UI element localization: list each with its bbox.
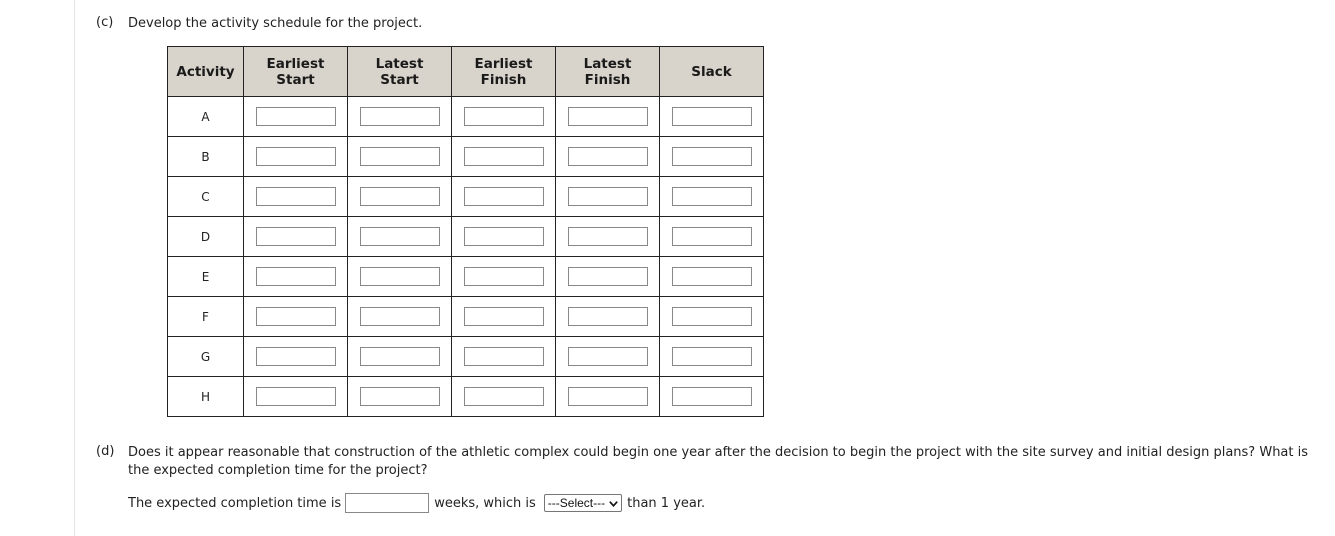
table-cell: [452, 257, 556, 297]
table-cell: [556, 217, 660, 257]
earliest-finish-input[interactable]: [464, 387, 544, 406]
table-row: [168, 217, 764, 257]
slack-input[interactable]: [672, 307, 752, 326]
earliest-start-input[interactable]: [256, 347, 336, 366]
table-cell: [556, 137, 660, 177]
table-cell: [452, 177, 556, 217]
table-cell: [244, 257, 348, 297]
table-cell: [452, 217, 556, 257]
table-cell: [452, 377, 556, 417]
table-cell: [660, 377, 764, 417]
table-cell: [452, 297, 556, 337]
table-body: [168, 97, 764, 417]
column-header-slack: Slack: [660, 47, 764, 97]
table-row: [168, 177, 764, 217]
earliest-start-input[interactable]: [256, 307, 336, 326]
part-d-prompt: Does it appear reasonable that construction of the athletic complex could begin one year after the decision to begin the project with the site survey and initial design plans? What is the expected completion time for the project?: [128, 445, 1309, 478]
latest-finish-input[interactable]: [568, 347, 648, 366]
activity-label: D: [168, 217, 244, 257]
table-cell: [660, 137, 764, 177]
column-header-activity: Activity: [168, 47, 244, 97]
part-d-label: (d): [96, 444, 115, 459]
answer-suffix: than 1 year.: [627, 495, 706, 511]
slack-input[interactable]: [672, 227, 752, 246]
latest-start-input[interactable]: [360, 187, 440, 206]
table-cell: [348, 297, 452, 337]
latest-finish-input[interactable]: [568, 307, 648, 326]
earliest-start-input[interactable]: [256, 227, 336, 246]
slack-input[interactable]: [672, 347, 752, 366]
table-cell: [244, 297, 348, 337]
activity-label: E: [168, 257, 244, 297]
latest-start-input[interactable]: [360, 307, 440, 326]
earliest-finish-input[interactable]: [464, 227, 544, 246]
table-cell: [244, 337, 348, 377]
table-cell: [452, 137, 556, 177]
table-cell: [556, 337, 660, 377]
table-cell: [244, 377, 348, 417]
answer-prefix: The expected completion time is: [128, 495, 342, 511]
activity-label: H: [168, 377, 244, 417]
table-cell: [556, 97, 660, 137]
table-cell: [556, 257, 660, 297]
activity-label: A: [168, 97, 244, 137]
table-cell: [660, 97, 764, 137]
earliest-start-input[interactable]: [256, 147, 336, 166]
part-c-prompt: Develop the activity schedule for the project.: [128, 16, 423, 31]
table-cell: [660, 297, 764, 337]
chevron-down-icon: [608, 498, 619, 509]
table-row: [168, 257, 764, 297]
table-row: [168, 297, 764, 337]
latest-start-input[interactable]: [360, 347, 440, 366]
column-header-earliest-start: Earliest Start: [244, 47, 348, 97]
comparison-select[interactable]: [544, 494, 622, 512]
latest-start-input[interactable]: [360, 107, 440, 126]
slack-input[interactable]: [672, 267, 752, 286]
activity-label: G: [168, 337, 244, 377]
table-header-row: [168, 47, 764, 97]
earliest-finish-input[interactable]: [464, 147, 544, 166]
table-row: [168, 337, 764, 377]
latest-finish-input[interactable]: [568, 147, 648, 166]
earliest-finish-input[interactable]: [464, 107, 544, 126]
earliest-start-input[interactable]: [256, 387, 336, 406]
table-row: [168, 377, 764, 417]
table-cell: [660, 337, 764, 377]
table-cell: [348, 177, 452, 217]
earliest-start-input[interactable]: [256, 267, 336, 286]
table-cell: [556, 297, 660, 337]
table-cell: [244, 97, 348, 137]
latest-start-input[interactable]: [360, 387, 440, 406]
slack-input[interactable]: [672, 107, 752, 126]
earliest-start-input[interactable]: [256, 107, 336, 126]
expected-completion-weeks-input[interactable]: [345, 493, 429, 513]
column-header-latest-start: Latest Start: [348, 47, 452, 97]
table-cell: [660, 257, 764, 297]
table-cell: [244, 137, 348, 177]
table-cell: [348, 257, 452, 297]
latest-start-input[interactable]: [360, 267, 440, 286]
column-header-latest-finish: Latest Finish: [556, 47, 660, 97]
table-cell: [556, 177, 660, 217]
activity-label: B: [168, 137, 244, 177]
earliest-start-input[interactable]: [256, 187, 336, 206]
completion-time-answer: [128, 493, 709, 513]
activity-label: F: [168, 297, 244, 337]
table-cell: [556, 377, 660, 417]
table-cell: [452, 97, 556, 137]
table-cell: [348, 337, 452, 377]
earliest-finish-input[interactable]: [464, 347, 544, 366]
column-header-earliest-finish: Earliest Finish: [452, 47, 556, 97]
earliest-finish-input[interactable]: [464, 187, 544, 206]
table-cell: [244, 217, 348, 257]
table-cell: [348, 217, 452, 257]
latest-finish-input[interactable]: [568, 387, 648, 406]
table-cell: [348, 377, 452, 417]
latest-start-input[interactable]: [360, 147, 440, 166]
comparison-select-value: ---Select---: [547, 496, 606, 510]
table-cell: [660, 217, 764, 257]
latest-finish-input[interactable]: [568, 187, 648, 206]
table-row: [168, 97, 764, 137]
table-cell: [348, 137, 452, 177]
table-row: [168, 137, 764, 177]
activity-schedule-table: [167, 46, 764, 417]
table-cell: [244, 177, 348, 217]
part-c-label: (c): [96, 15, 114, 30]
slack-input[interactable]: [672, 187, 752, 206]
left-margin-rule: [74, 0, 75, 536]
table-cell: [348, 97, 452, 137]
table-cell: [660, 177, 764, 217]
latest-start-input[interactable]: [360, 227, 440, 246]
latest-finish-input[interactable]: [568, 107, 648, 126]
slack-input[interactable]: [672, 147, 752, 166]
latest-finish-input[interactable]: [568, 267, 648, 286]
earliest-finish-input[interactable]: [464, 307, 544, 326]
answer-middle: weeks, which is: [434, 495, 536, 511]
slack-input[interactable]: [672, 387, 752, 406]
latest-finish-input[interactable]: [568, 227, 648, 246]
activity-label: C: [168, 177, 244, 217]
earliest-finish-input[interactable]: [464, 267, 544, 286]
table-cell: [452, 337, 556, 377]
